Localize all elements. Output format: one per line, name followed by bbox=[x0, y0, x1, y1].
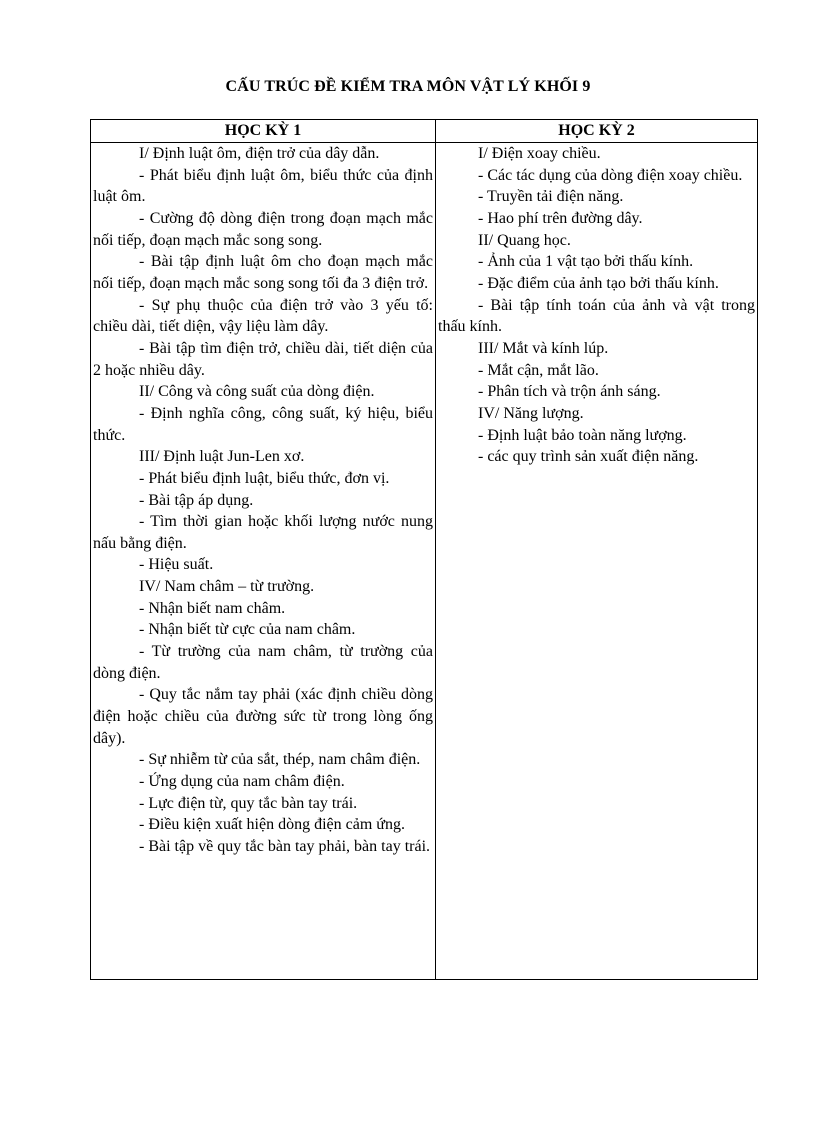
outline-heading: II/ Công và công suất của dòng điện. bbox=[139, 383, 375, 401]
outline-item: - Phân tích và trộn ánh sáng. bbox=[478, 383, 661, 401]
outline-item: - Phát biểu định luật, biểu thức, đơn vị. bbox=[139, 469, 390, 487]
outline-item: - Sự phụ thuộc của điện trở vào 3 yếu tố: chiều dài, tiết diện, vậy liệu làm dây. bbox=[93, 296, 433, 336]
outline-item: - Từ trường của nam châm, từ trường của dòng điện. bbox=[93, 643, 433, 682]
outline-item: - các quy trình sản xuất điện năng. bbox=[478, 448, 699, 466]
outline-item: - Nhận biết nam châm. bbox=[139, 599, 286, 617]
outline-heading: IV/ Nam châm – từ trường. bbox=[139, 578, 315, 596]
outline-heading: III/ Mắt và kính lúp. bbox=[478, 339, 609, 357]
outline-item: - Bài tập áp dụng. bbox=[139, 491, 254, 509]
outline-item: - Ảnh của 1 vật tạo bởi thấu kính. bbox=[478, 253, 694, 271]
semester-2-header: HỌC KỲ 2 bbox=[436, 120, 758, 143]
outline-item: - Bài tập tính toán của ảnh và vật trong thấu kính. bbox=[438, 296, 755, 336]
table-content-row bbox=[91, 143, 758, 980]
semester-1-header: HỌC KỲ 1 bbox=[91, 120, 436, 143]
outline-item: - Bài tập tìm điện trở, chiều dài, tiết diện của 2 hoặc nhiều dây. bbox=[93, 339, 433, 379]
outline-item: - Đặc điểm của ảnh tạo bởi thấu kính. bbox=[478, 274, 719, 292]
outline-item: - Định nghĩa công, công suất, ký hiệu, biểu thức. bbox=[93, 404, 433, 444]
outline-item: - Sự nhiễm từ của sắt, thép, nam châm điện. bbox=[139, 751, 421, 769]
outline-item: - Định luật bảo toàn năng lượng. bbox=[478, 426, 687, 444]
outline-item: - Nhận biết từ cực của nam châm. bbox=[139, 621, 356, 639]
outline-heading: III/ Định luật Jun-Len xơ. bbox=[139, 448, 305, 466]
outline-item: - Hao phí trên đường dây. bbox=[478, 209, 643, 227]
outline-item: - Quy tắc nắm tay phải (xác định chiều dòng điện hoặc chiều của đường sức từ trong lòng ống dây). bbox=[93, 686, 433, 747]
outline-item: - Lực điện từ, quy tắc bàn tay trái. bbox=[139, 794, 358, 812]
semester-1-content bbox=[91, 143, 436, 980]
outline-item: - Cường độ dòng điện trong đoạn mạch mắc nối tiếp, đoạn mạch mắc song song. bbox=[93, 209, 433, 249]
document-title: CẤU TRÚC ĐỀ KIỂM TRA MÔN VẬT LÝ KHỐI 9 bbox=[225, 78, 591, 95]
outline-item: - Tìm thời gian hoặc khối lượng nước nung nấu bằng điện. bbox=[93, 513, 433, 552]
outline-item: - Mắt cận, mắt lão. bbox=[478, 361, 599, 379]
outline-item: - Điều kiện xuất hiện dòng điện cảm ứng. bbox=[139, 816, 405, 834]
outline-heading: IV/ Năng lượng. bbox=[478, 404, 584, 422]
outline-heading: I/ Điện xoay chiều. bbox=[478, 145, 601, 162]
outline-item: - Bài tập về quy tắc bàn tay phải, bàn tay trái. bbox=[139, 838, 431, 855]
outline-heading: II/ Quang học. bbox=[478, 231, 571, 249]
outline-item: - Hiệu suất. bbox=[139, 556, 214, 574]
semester-2-content bbox=[436, 143, 758, 980]
table-header-row bbox=[91, 120, 758, 143]
outline-item: - Ứng dụng của nam châm điện. bbox=[139, 773, 345, 791]
outline-item: - Bài tập định luật ôm cho đoạn mạch mắc nối tiếp, đoạn mạch mắc song song tối đa 3 điện trở. bbox=[93, 253, 433, 292]
outline-item: - Truyền tải điện năng. bbox=[478, 188, 624, 206]
outline-item: - Phát biểu định luật ôm, biểu thức của định luật ôm. bbox=[93, 166, 433, 206]
outline-heading: I/ Định luật ôm, điện trở của dây dẫn. bbox=[139, 145, 380, 162]
outline-item: - Các tác dụng của dòng điện xoay chiều. bbox=[478, 166, 743, 184]
exam-structure-table bbox=[90, 119, 758, 980]
